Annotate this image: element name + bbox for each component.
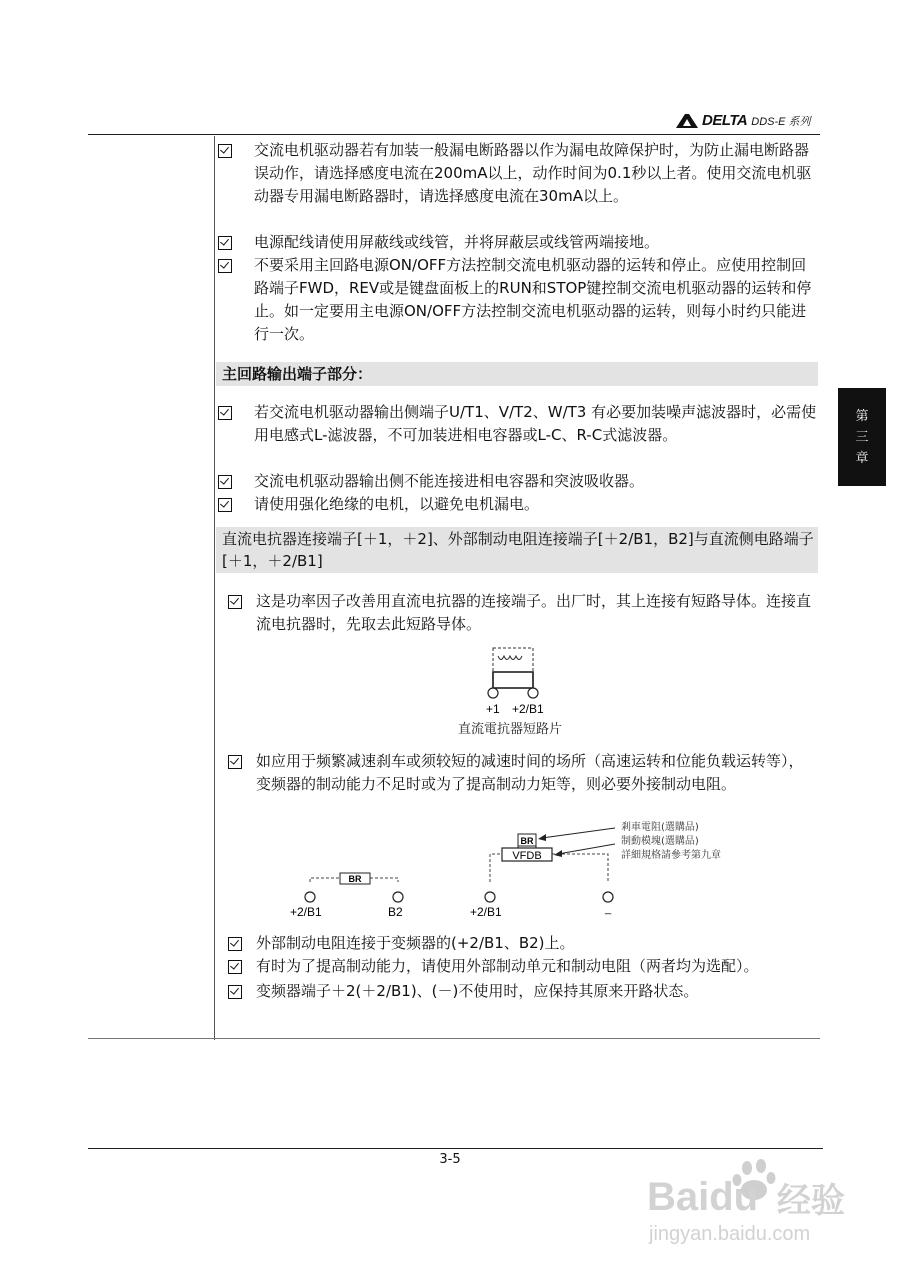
- item-text: 这是功率因子改善用直流电抗器的连接端子。出厂时，其上连接有短路导体。连接直流电抗器时，先取去此短路导体。: [256, 592, 812, 633]
- item-text: 不要采用主回路电源ON/OFF方法控制交流电机驱动器的运转和停止。应使用控制回路端子FWD，REV或是键盘面板上的RUN和STOP键控制交流电机驱动器的运转和停止。如一定要用主电源ON/OFF方法控制交流电机驱动器的运转，则每小时约只能进行一次。: [254, 256, 812, 343]
- terminal-label-plus1: +1: [486, 702, 500, 716]
- list-item: [218, 493, 818, 516]
- note-reference: 詳細規格請參考第九章: [621, 850, 721, 861]
- item-text: 交流电机驱动器若有加装一般漏电断路器以作为漏电故障保护时，为防止漏电断路器误动作，请选择感度电流在200mA以上，动作时间为0.1秒以上者。使用交流电机驱动器专用漏电断路器时，请选择感度电流在30mA以上。: [254, 141, 812, 205]
- watermark-url: jingyan.baidu.com: [649, 1223, 811, 1245]
- section-3-items-rest: [228, 932, 818, 1003]
- content-bottom-rule: [88, 1038, 820, 1039]
- checkbox-icon: [218, 144, 232, 158]
- brand-name: DELTA: [702, 112, 748, 129]
- checkbox-icon: [218, 475, 232, 489]
- terminal-label-b1: +2/B1: [512, 702, 544, 716]
- list-item: [228, 932, 818, 955]
- list-item: [228, 590, 818, 636]
- checkbox-icon: [228, 960, 242, 974]
- item-text: 外部制动电阻连接于变频器的(+2/B1、B2)上。: [256, 934, 575, 952]
- terminal-label-b2: B2: [388, 905, 403, 919]
- watermark-brand: Baidu: [647, 1175, 759, 1219]
- item-text: 电源配线请使用屏蔽线或线管，并将屏蔽层或线管两端接地。: [254, 233, 660, 251]
- checkbox-icon: [218, 406, 232, 420]
- list-item: [228, 980, 818, 1003]
- section-3-item-1: [228, 590, 818, 636]
- page-number: 3-5: [439, 1152, 461, 1167]
- list-item: [218, 470, 818, 493]
- list-item: [228, 955, 818, 978]
- header-logo: [676, 112, 811, 129]
- list-item: [228, 750, 818, 796]
- list-item: [218, 139, 818, 231]
- checkbox-icon: [218, 498, 232, 512]
- chapter-tab: [838, 388, 886, 486]
- watermark-cn: 经验: [777, 1181, 845, 1221]
- checkbox-icon: [228, 937, 242, 951]
- chapter-tab-char: 三: [855, 429, 869, 445]
- chapter-tab-char: 第: [855, 408, 869, 424]
- item-text: 请使用强化绝缘的电机，以避免电机漏电。: [254, 495, 540, 513]
- chapter-tab-char: 章: [855, 450, 869, 466]
- note-resistor: 剎車電阻(選購品): [621, 822, 699, 833]
- item-text: 如应用于频繁减速刹车或须较短的减速时间的场所（高速运转和位能负载运转等），变频器的制动能力不足时或为了提高制动力矩等，则必要外接制动电阻。: [256, 752, 804, 793]
- checkbox-icon: [228, 755, 242, 769]
- vfdb-label: VFDB: [512, 850, 542, 862]
- checkbox-icon: [228, 985, 242, 999]
- section-2: [218, 401, 818, 516]
- resistor-label: BR: [520, 836, 534, 846]
- list-item: [218, 231, 818, 254]
- series-name: DDS-E 系列: [751, 115, 811, 128]
- section-3-item-2: [228, 750, 818, 796]
- item-text: 若交流电机驱动器输出侧端子U/T1、V/T2、W/T3 有必要加装噪声滤波器时，必需使用电感式L-滤波器，不可加装进相电容器或L-C、R-C式滤波器。: [254, 403, 817, 444]
- footer-rule: [88, 1148, 823, 1149]
- item-text: 有时为了提高制动能力，请使用外部制动单元和制动电阻（两者均为选配）。: [256, 957, 759, 975]
- baidu-watermark: [645, 1158, 880, 1258]
- terminal-label-b1: +2/B1: [290, 905, 322, 919]
- braking-resistor-diagram: [280, 818, 750, 922]
- list-item: [218, 254, 818, 346]
- checkbox-icon: [218, 259, 232, 273]
- diagram-caption: 直流電抗器短路片: [458, 722, 563, 737]
- item-text: 交流电机驱动器输出侧不能连接进相电容器和突波吸收器。: [254, 472, 645, 490]
- terminal-label-b1: +2/B1: [470, 905, 502, 919]
- section-1: [218, 139, 818, 346]
- list-item: [218, 401, 818, 470]
- checkbox-icon: [218, 236, 232, 250]
- section-heading: 主回路输出端子部分：: [216, 362, 818, 386]
- checkbox-icon: [228, 595, 242, 609]
- item-text: 变频器端子＋2(＋2/B1)、(－)不使用时，应保持其原来开路状态。: [256, 982, 699, 1000]
- note-braking-unit: 制動模塊(選購品): [621, 836, 699, 847]
- section-heading: 直流电抗器连接端子[＋1，＋2]、外部制动电阻连接端子[＋2/B1，B2]与直流侧电路端子[＋1，＋2/B1]: [216, 527, 818, 573]
- delta-logo-icon: [676, 114, 698, 128]
- terminal-label-minus: _: [605, 903, 612, 915]
- left-margin-rule: [214, 136, 215, 1040]
- resistor-label: BR: [348, 874, 362, 884]
- header-rule: [88, 134, 820, 135]
